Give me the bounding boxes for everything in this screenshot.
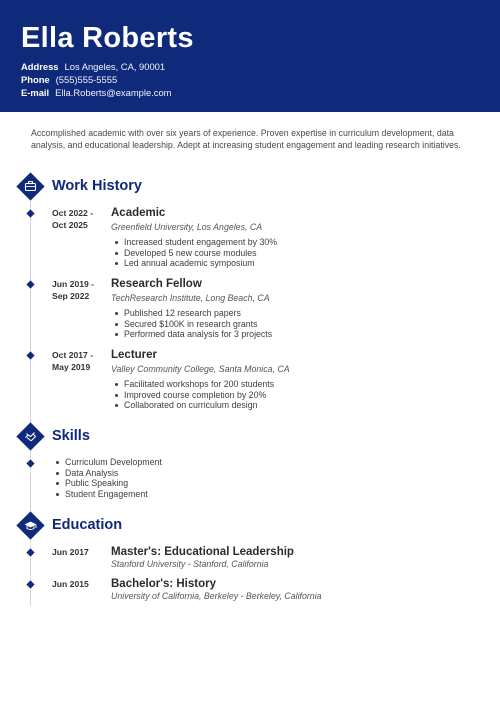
education-degree: Master's: Educational Leadership [111, 546, 294, 558]
timeline-marker [26, 280, 35, 289]
contact-value: Los Angeles, CA, 90001 [64, 61, 166, 72]
job-date-end: Oct 2025 [52, 220, 88, 230]
job-date-end: Sep 2022 [52, 291, 90, 301]
contact-label: Phone [21, 74, 50, 85]
job-date-end: May 2019 [52, 362, 91, 372]
graduation-cap-icon [16, 511, 45, 540]
list-item: Published 12 research papers [111, 308, 272, 319]
job-date-start: Oct 2022 - [52, 208, 94, 218]
list-item: Developed 5 new course modules [111, 248, 277, 259]
list-item: Curriculum Development [52, 457, 162, 468]
job-date-start: Oct 2017 - [52, 350, 94, 360]
candidate-name: Ella Roberts [21, 22, 194, 54]
job-bullets [111, 237, 277, 269]
contact-label: Address [21, 61, 59, 72]
education-date: Jun 2015 [52, 579, 89, 589]
list-item: Improved course completion by 20% [111, 390, 274, 401]
section-title-education: Education [52, 517, 123, 533]
list-item: Increased student engagement by 30% [111, 237, 277, 248]
education-degree: Bachelor's: History [111, 578, 216, 590]
timeline-marker [26, 209, 35, 218]
section-title-work-history: Work History [52, 178, 142, 194]
list-item: Facilitated workshops for 200 students [111, 379, 274, 390]
list-item: Data Analysis [52, 468, 162, 479]
list-item: Led annual academic symposium [111, 258, 277, 269]
education-school: Stanford University - Stanford, California [111, 559, 269, 569]
list-item: Public Speaking [52, 478, 162, 489]
list-item: Collaborated on curriculum design [111, 400, 274, 411]
contact-phone [21, 74, 117, 86]
list-item: Performed data analysis for 3 projects [111, 329, 272, 340]
timeline-marker [26, 548, 35, 557]
timeline-marker [26, 351, 35, 360]
contact-label: E-mail [21, 87, 50, 98]
job-bullets [111, 379, 274, 411]
job-title: Lecturer [111, 349, 158, 361]
list-item: Student Engagement [52, 489, 162, 500]
timeline-marker [26, 580, 35, 589]
timeline-marker [26, 459, 35, 468]
professional-summary: Accomplished academic with over six years of experience. Proven expertise in curriculum development, data analysis, and educational leadership. Adept at increasing student engagement and leading research initiatives. [31, 128, 461, 150]
contact-value: Ella.Roberts@example.com [55, 87, 172, 98]
contact-address [21, 61, 165, 73]
header-banner [0, 0, 500, 112]
job-company: Greenfield University, Los Angeles, CA [111, 222, 263, 232]
job-title: Research Fellow [111, 278, 202, 290]
job-date-start: Jun 2019 - [52, 279, 95, 289]
list-item: Secured $100K in research grants [111, 319, 272, 330]
education-date: Jun 2017 [52, 547, 89, 557]
section-title-skills: Skills [52, 428, 90, 444]
job-bullets [111, 308, 272, 340]
contact-email [21, 87, 171, 99]
timeline-line [30, 186, 31, 606]
education-school: University of California, Berkeley - Berkeley, California [111, 591, 322, 601]
briefcase-icon [16, 172, 45, 201]
handshake-icon [16, 422, 45, 451]
job-company: TechResearch Institute, Long Beach, CA [111, 293, 270, 303]
contact-value: (555)555-5555 [55, 74, 118, 85]
skills-list [52, 457, 162, 500]
job-company: Valley Community College, Santa Monica, CA [111, 364, 290, 374]
job-title: Academic [111, 207, 166, 219]
